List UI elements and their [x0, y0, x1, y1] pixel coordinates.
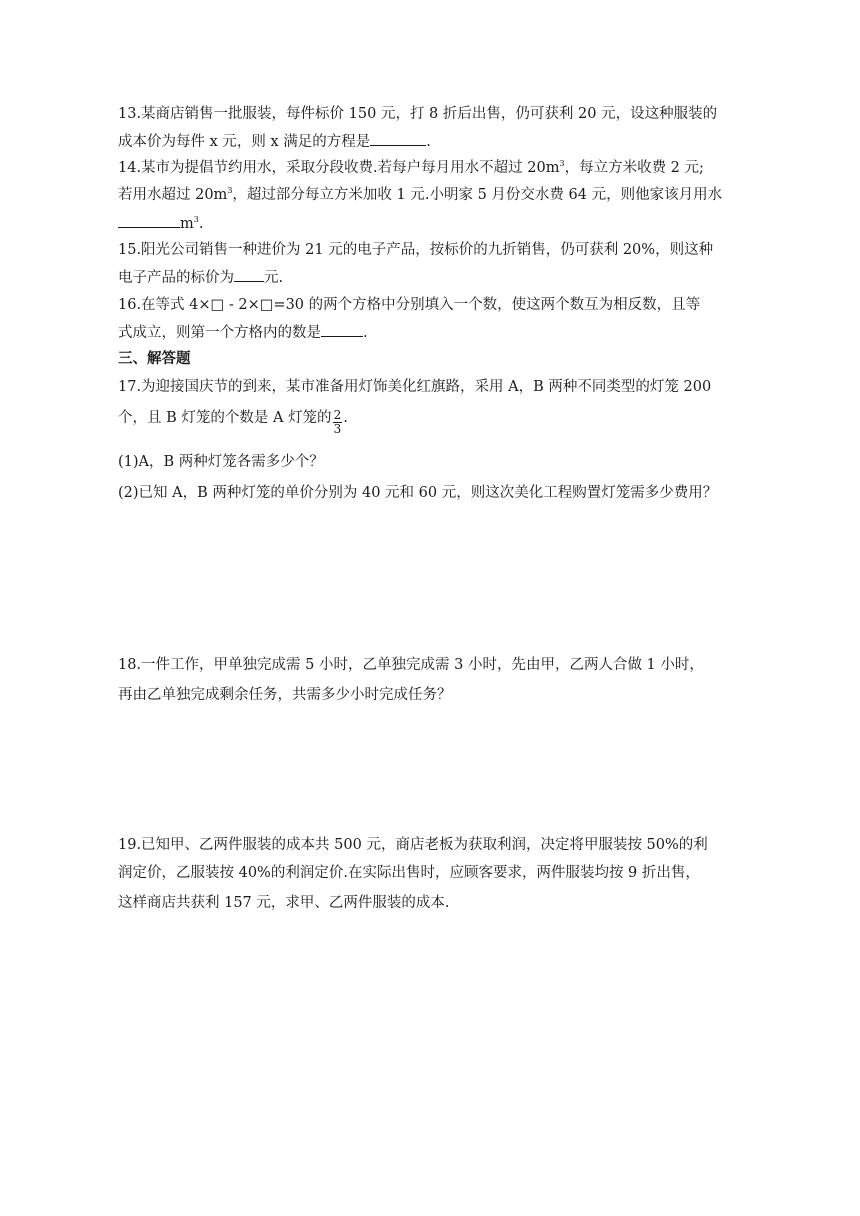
q15-line2 — [118, 267, 283, 288]
q14-text-2: ，每立方米收费 2 元; — [564, 160, 704, 176]
q16-text-2: 式成立，则第一个方格内的数是 — [118, 325, 321, 341]
q15-text-2: 电子产品的标价为 — [118, 270, 234, 286]
q17-fraction-numerator: 2 — [333, 408, 342, 422]
q17-sub2: (2)已知 A，B 两种灯笼的单价分别为 40 元和 60 元，则这次美化工程购置灯笼需多少费用？ — [118, 485, 718, 501]
q16-line2 — [118, 322, 368, 343]
q14-sup-3: 3 — [193, 215, 199, 224]
q16-answer-blank — [321, 322, 363, 337]
q13-text-3: . — [426, 134, 431, 150]
q16-line1 — [118, 295, 700, 315]
q14-sup-1: 3 — [559, 159, 565, 168]
q13-line1 — [118, 104, 717, 124]
section-title: 三、解答题 — [118, 351, 191, 367]
q14-text-5: . — [198, 216, 204, 232]
q14-text-1: 14.某市为提倡节约用水，采取分段收费.若每户每月用水不超过 20m — [118, 160, 560, 176]
q17-sub1: (1)A，B 两种灯笼各需多少个？ — [118, 454, 324, 470]
q14-text-4: ，超过部分每立方米加收 1 元.小明家 5 月份交水费 64 元，则他家该月用水 — [232, 187, 723, 203]
q17-fraction — [333, 409, 343, 436]
q17-text-3: . — [343, 410, 348, 426]
q15-text-3: 元. — [264, 270, 284, 286]
q17-text-1: 17.为迎接国庆节的到来，某市准备用灯饰美化红旗路，采用 A，B 两种不同类型的灯笼 200 — [118, 379, 712, 395]
q14-answer-blank — [118, 213, 180, 228]
q13-text-2: 成本价为每件 x 元，则 x 满足的方程是 — [118, 134, 371, 150]
q17-line2 — [118, 408, 348, 436]
q14-line2 — [118, 185, 722, 205]
q14-line1 — [118, 158, 704, 178]
q14-line3 — [118, 213, 203, 234]
q13-line2 — [118, 131, 431, 152]
q16-text-1: 16.在等式 4×□ - 2×□=30 的两个方格中分别填入一个数，使这两个数互为相反数，且等 — [118, 297, 701, 313]
q14-sup-2: 3 — [227, 186, 233, 195]
q15-answer-blank — [234, 267, 264, 282]
q13-text-1: 13.某商店销售一批服装，每件标价 150 元，打 8 折后出售，仍可获利 20 元，设这种服装的 — [118, 106, 718, 122]
q17-text-2: 个，且 B 灯笼的个数是 A 灯笼的 — [118, 410, 332, 426]
q14-text-3: 若用水超过 20m — [118, 187, 228, 203]
q19-line3: 这样商店共获利 157 元，求甲、乙两件服装的成本. — [118, 895, 450, 911]
q14-unit: m — [180, 216, 194, 232]
q15-text-1: 15.阳光公司销售一种进价为 21 元的电子产品，按标价的九折销售，仍可获利 20%，则这种 — [118, 242, 714, 258]
q18-line2: 再由乙单独完成剩余任务，共需多少小时完成任务？ — [118, 687, 452, 703]
q13-answer-blank — [370, 131, 426, 146]
q16-text-3: . — [363, 325, 368, 341]
q19-line2: 润定价，乙服装按 40%的利润定价.在实际出售时，应顾客要求，两件服装均按 9 折出售， — [118, 865, 700, 881]
q17-line1 — [118, 377, 711, 397]
q18-line1: 18.一件工作，甲单独完成需 5 小时，乙单独完成需 3 小时，先由甲，乙两人合做 1 小时， — [118, 657, 704, 673]
q17-fraction-denominator: 3 — [333, 422, 342, 436]
q15-line1 — [118, 240, 713, 260]
q19-line1: 19.已知甲、乙两件服装的成本共 500 元，商店老板为获取利润，决定将甲服装按 50%的利 — [118, 837, 708, 853]
